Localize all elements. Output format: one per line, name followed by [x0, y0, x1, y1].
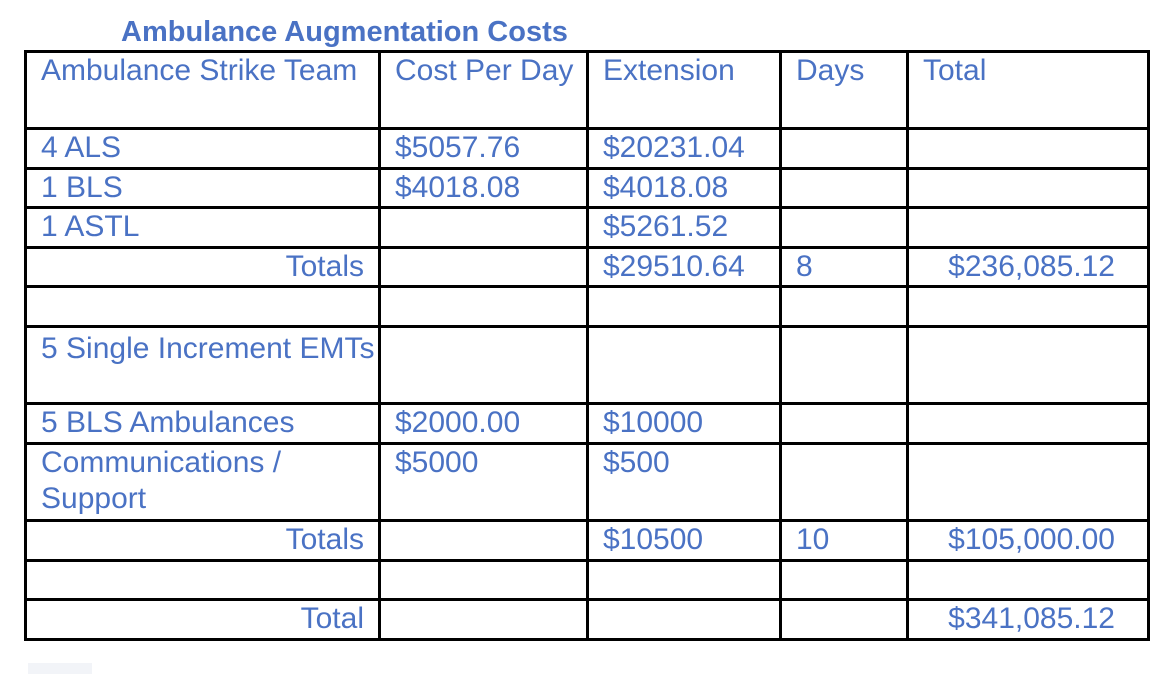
item-cell: 5 BLS Ambulances [26, 404, 380, 444]
totals-label: Totals [26, 521, 380, 561]
grand-total-row [26, 600, 1149, 640]
table-row [26, 327, 1149, 404]
item-cell [26, 561, 380, 600]
table-row [26, 208, 1149, 248]
table-row [26, 169, 1149, 208]
grand-total-label: Total [26, 600, 380, 640]
total-cell [908, 444, 1149, 521]
total-cell [908, 129, 1149, 169]
total-cell [908, 327, 1149, 404]
header-cost-per-day: Cost Per Day [380, 52, 588, 129]
cost-cell [380, 561, 588, 600]
extension-cell [588, 600, 781, 640]
cost-cell: $4018.08 [380, 169, 588, 208]
table-row [26, 444, 1149, 521]
total-cell [908, 169, 1149, 208]
spacer-row [26, 287, 1149, 327]
totals-row [26, 521, 1149, 561]
days-cell [781, 444, 908, 521]
item-cell: 4 ALS [26, 129, 380, 169]
cost-cell: $5057.76 [380, 129, 588, 169]
cost-cell: $5000 [380, 444, 588, 521]
days-cell [781, 208, 908, 248]
table-row [26, 129, 1149, 169]
total-cell [908, 561, 1149, 600]
extension-cell [588, 561, 781, 600]
extension-cell: $5261.52 [588, 208, 781, 248]
days-cell [781, 169, 908, 208]
days-cell [781, 327, 908, 404]
days-cell [781, 129, 908, 169]
days-cell [781, 561, 908, 600]
header-total: Total [908, 52, 1149, 129]
days-cell [781, 600, 908, 640]
document-title: Ambulance Augmentation Costs [121, 16, 568, 48]
extension-cell: $4018.08 [588, 169, 781, 208]
cost-cell [380, 287, 588, 327]
extension-cell [588, 327, 781, 404]
spacer-row [26, 561, 1149, 600]
total-cell [908, 404, 1149, 444]
extension-cell: $500 [588, 444, 781, 521]
item-cell: 1 BLS [26, 169, 380, 208]
days-cell [781, 287, 908, 327]
cost-table [24, 50, 1150, 641]
extension-cell: $20231.04 [588, 129, 781, 169]
cost-cell: $2000.00 [380, 404, 588, 444]
totals-label: Totals [26, 248, 380, 287]
cost-cell [380, 600, 588, 640]
days-cell: 8 [781, 248, 908, 287]
header-ambulance-strike-team: Ambulance Strike Team [26, 52, 380, 129]
total-cell: $236,085.12 [908, 248, 1149, 287]
extension-cell: $10500 [588, 521, 781, 561]
total-cell [908, 208, 1149, 248]
cost-cell [380, 327, 588, 404]
total-cell: $105,000.00 [908, 521, 1149, 561]
cost-cell [380, 208, 588, 248]
header-days: Days [781, 52, 908, 129]
table-row [26, 404, 1149, 444]
total-cell [908, 287, 1149, 327]
item-cell [26, 287, 380, 327]
extension-cell: $10000 [588, 404, 781, 444]
days-cell: 10 [781, 521, 908, 561]
cost-cell [380, 521, 588, 561]
extension-cell: $29510.64 [588, 248, 781, 287]
item-cell: 1 ASTL [26, 208, 380, 248]
item-cell: Communications / Support [26, 444, 380, 521]
extension-cell [588, 287, 781, 327]
header-row [26, 52, 1149, 129]
page-footer-mark [28, 663, 92, 674]
days-cell [781, 404, 908, 444]
cost-cell [380, 248, 588, 287]
header-extension: Extension [588, 52, 781, 129]
totals-row [26, 248, 1149, 287]
item-cell: 5 Single Increment EMTs [26, 327, 380, 404]
grand-total-value: $341,085.12 [908, 600, 1149, 640]
